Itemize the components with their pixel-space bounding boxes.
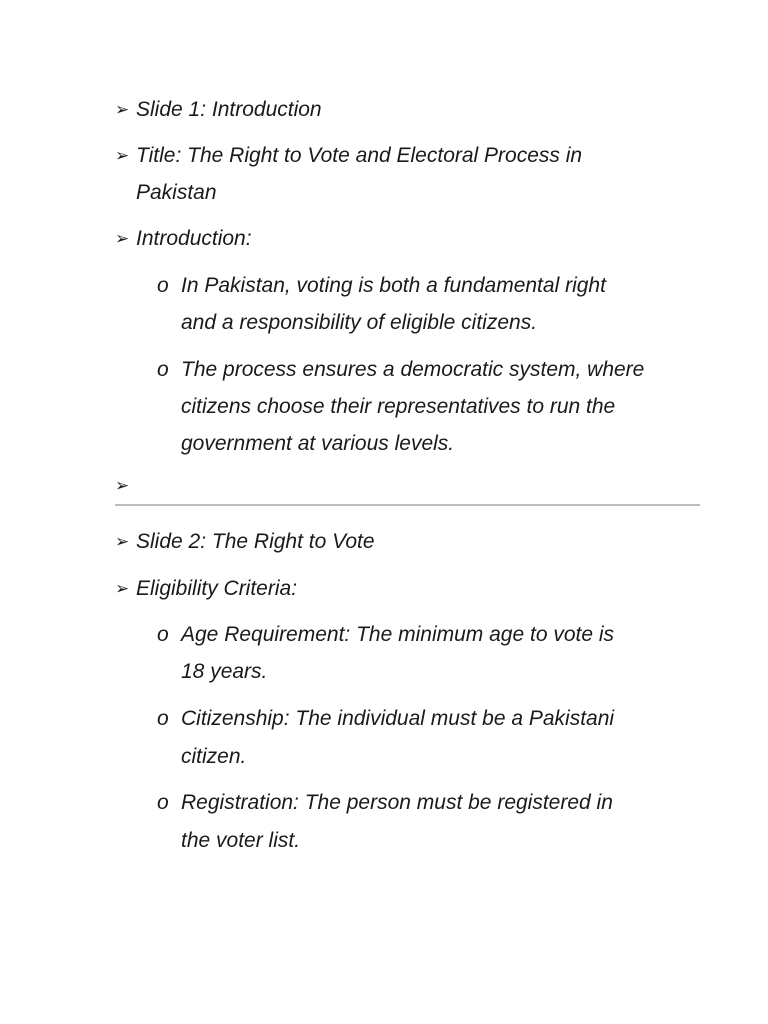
slide2-bullet1-line2: 18 years.: [181, 660, 268, 683]
slide1-intro-label: Introduction:: [136, 227, 252, 250]
arrow-bullet-icon: ➢: [115, 229, 130, 248]
slide1-heading: Slide 1: Introduction: [136, 98, 322, 121]
slide2-criteria-label: Eligibility Criteria:: [136, 577, 298, 600]
slide1-title-line1: Title: The Right to Vote and Electoral Process in: [136, 144, 583, 167]
slide2-heading: Slide 2: The Right to Vote: [136, 530, 375, 553]
slide1-bullet2-line3: government at various levels.: [181, 432, 455, 455]
slide1-bullet1-line2: and a responsibility of eligible citizens.: [181, 311, 538, 334]
slide1-bullet2-line2: citizens choose their representatives to run the: [181, 395, 616, 418]
slide2-bullet2-line2: citizen.: [181, 745, 247, 768]
arrow-bullet-icon: ➢: [115, 579, 130, 598]
circle-bullet-icon: o: [157, 274, 169, 297]
slide2-bullet3-line2: the voter list.: [181, 829, 301, 852]
slide1-title-line2: Pakistan: [136, 181, 217, 204]
arrow-bullet-icon: ➢: [115, 146, 130, 165]
arrow-bullet-icon: ➢: [115, 476, 130, 495]
slide2-bullet2-line1: Citizenship: The individual must be a Pakistani: [181, 707, 615, 730]
circle-bullet-icon: o: [157, 707, 169, 730]
slide2-bullet1-line1: Age Requirement: The minimum age to vote is: [181, 623, 615, 646]
slide2-bullet3-line1: Registration: The person must be registered in: [181, 791, 613, 814]
slide1-bullet1-line1: In Pakistan, voting is both a fundamental right: [181, 274, 606, 297]
slide1-bullet2-line1: The process ensures a democratic system, where: [181, 358, 645, 381]
circle-bullet-icon: o: [157, 791, 169, 814]
circle-bullet-icon: o: [157, 358, 169, 381]
circle-bullet-icon: o: [157, 623, 169, 646]
section-divider: [115, 504, 700, 506]
arrow-bullet-icon: ➢: [115, 100, 130, 119]
arrow-bullet-icon: ➢: [115, 532, 130, 551]
